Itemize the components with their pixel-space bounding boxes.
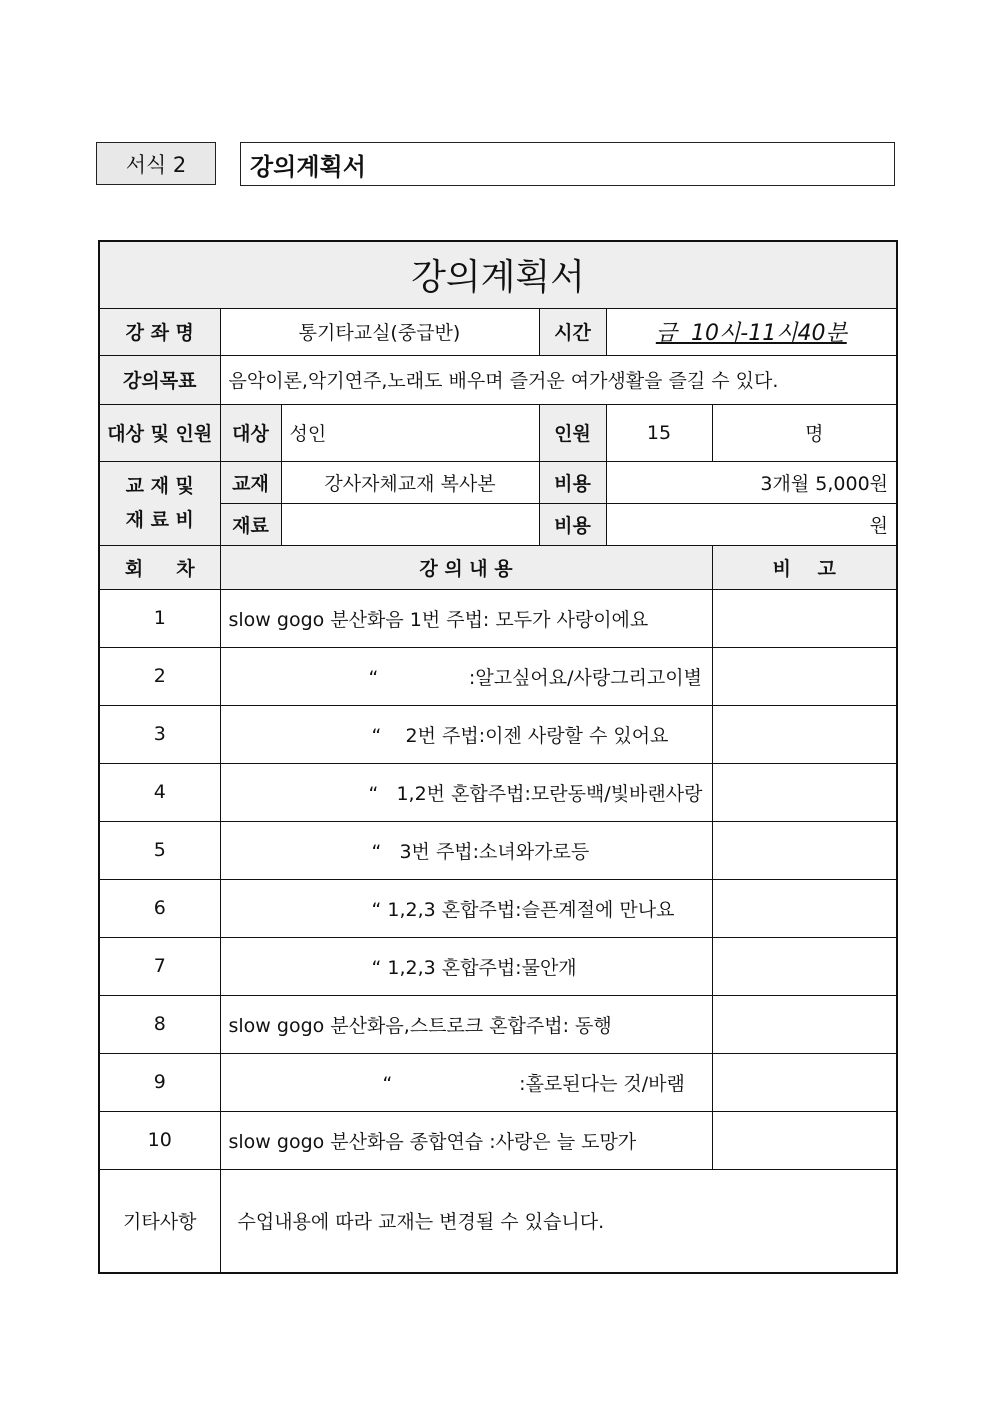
time-label: 시간 <box>539 308 606 355</box>
session-note <box>712 705 897 763</box>
course-name-value: 통기타교실(중급반) <box>220 308 539 355</box>
session-note <box>712 821 897 879</box>
session-note <box>712 879 897 937</box>
textbook-cost-value: 3개월 5,000원 <box>606 461 897 503</box>
header-title: 강의계획서 <box>240 142 895 186</box>
textbook-row <box>99 461 897 503</box>
textbook-cost-label: 비용 <box>539 461 606 503</box>
materials-label-line2: 재 료 비 <box>125 509 194 531</box>
session-content: “ 1,2,3 혼합주법:슬픈계절에 만나요 <box>220 879 712 937</box>
supplies-cost-value: 원 <box>606 503 897 545</box>
session-number: 10 <box>99 1111 220 1169</box>
session-row <box>99 705 897 763</box>
session-content: “ 1,2,3 혼합주법:물안개 <box>220 937 712 995</box>
remarks-value: 수업내용에 따라 교재는 변경될 수 있습니다. <box>220 1169 897 1273</box>
session-row <box>99 1111 897 1169</box>
time-value: 금 10시-11시40분 <box>606 308 897 355</box>
session-note <box>712 937 897 995</box>
session-row <box>99 589 897 647</box>
plan-title: 강의계획서 <box>99 241 897 308</box>
course-row <box>99 308 897 355</box>
session-no-header: 회 차 <box>99 545 220 589</box>
supplies-label: 재료 <box>220 503 281 545</box>
sessions-header-row <box>99 545 897 589</box>
materials-label <box>99 461 220 545</box>
session-content-header: 강 의 내 용 <box>220 545 712 589</box>
session-number: 4 <box>99 763 220 821</box>
session-number: 9 <box>99 1053 220 1111</box>
count-unit: 명 <box>712 404 897 461</box>
session-note <box>712 763 897 821</box>
textbook-value: 강사자체교재 복사본 <box>281 461 539 503</box>
session-number: 1 <box>99 589 220 647</box>
objective-row <box>99 355 897 404</box>
objective-label: 강의목표 <box>99 355 220 404</box>
session-content: slow gogo 분산화음,스트로크 혼합주법: 동행 <box>220 995 712 1053</box>
session-note <box>712 589 897 647</box>
session-content: “ 3번 주법:소녀와가로등 <box>220 821 712 879</box>
target-label: 대상 <box>220 404 281 461</box>
session-content: “ :홀로된다는 것/바램 <box>220 1053 712 1111</box>
count-value: 15 <box>606 404 712 461</box>
target-group-label: 대상 및 인원 <box>99 404 220 461</box>
objective-value: 음악이론,악기연주,노래도 배우며 즐거운 여가생활을 즐길 수 있다. <box>220 355 897 404</box>
title-row <box>99 241 897 308</box>
remarks-label: 기타사항 <box>99 1169 220 1273</box>
session-row <box>99 995 897 1053</box>
session-row <box>99 937 897 995</box>
lecture-plan-table <box>98 240 898 1274</box>
session-note <box>712 1053 897 1111</box>
session-note <box>712 647 897 705</box>
form-number-label: 서식 2 <box>96 142 216 185</box>
session-note-header: 비 고 <box>712 545 897 589</box>
session-note <box>712 1111 897 1169</box>
remarks-row <box>99 1169 897 1273</box>
session-number: 6 <box>99 879 220 937</box>
session-row <box>99 763 897 821</box>
session-number: 8 <box>99 995 220 1053</box>
session-content: slow gogo 분산화음 1번 주법: 모두가 사랑이에요 <box>220 589 712 647</box>
target-value: 성인 <box>281 404 539 461</box>
target-row <box>99 404 897 461</box>
session-row <box>99 1053 897 1111</box>
materials-label-line1: 교 재 및 <box>125 475 194 497</box>
supplies-value <box>281 503 539 545</box>
session-note <box>712 995 897 1053</box>
session-number: 5 <box>99 821 220 879</box>
session-row <box>99 647 897 705</box>
supplies-cost-label: 비용 <box>539 503 606 545</box>
session-content: slow gogo 분산화음 종합연습 :사랑은 늘 도망가 <box>220 1111 712 1169</box>
count-label: 인원 <box>539 404 606 461</box>
textbook-label: 교재 <box>220 461 281 503</box>
session-row <box>99 879 897 937</box>
session-row <box>99 821 897 879</box>
session-number: 7 <box>99 937 220 995</box>
session-content: “ 2번 주법:이젠 사랑할 수 있어요 <box>220 705 712 763</box>
session-number: 3 <box>99 705 220 763</box>
course-name-label: 강 좌 명 <box>99 308 220 355</box>
session-content: “ :알고싶어요/사랑그리고이별 <box>220 647 712 705</box>
session-content: “ 1,2번 혼합주법:모란동백/빛바랜사랑 <box>220 763 712 821</box>
session-number: 2 <box>99 647 220 705</box>
